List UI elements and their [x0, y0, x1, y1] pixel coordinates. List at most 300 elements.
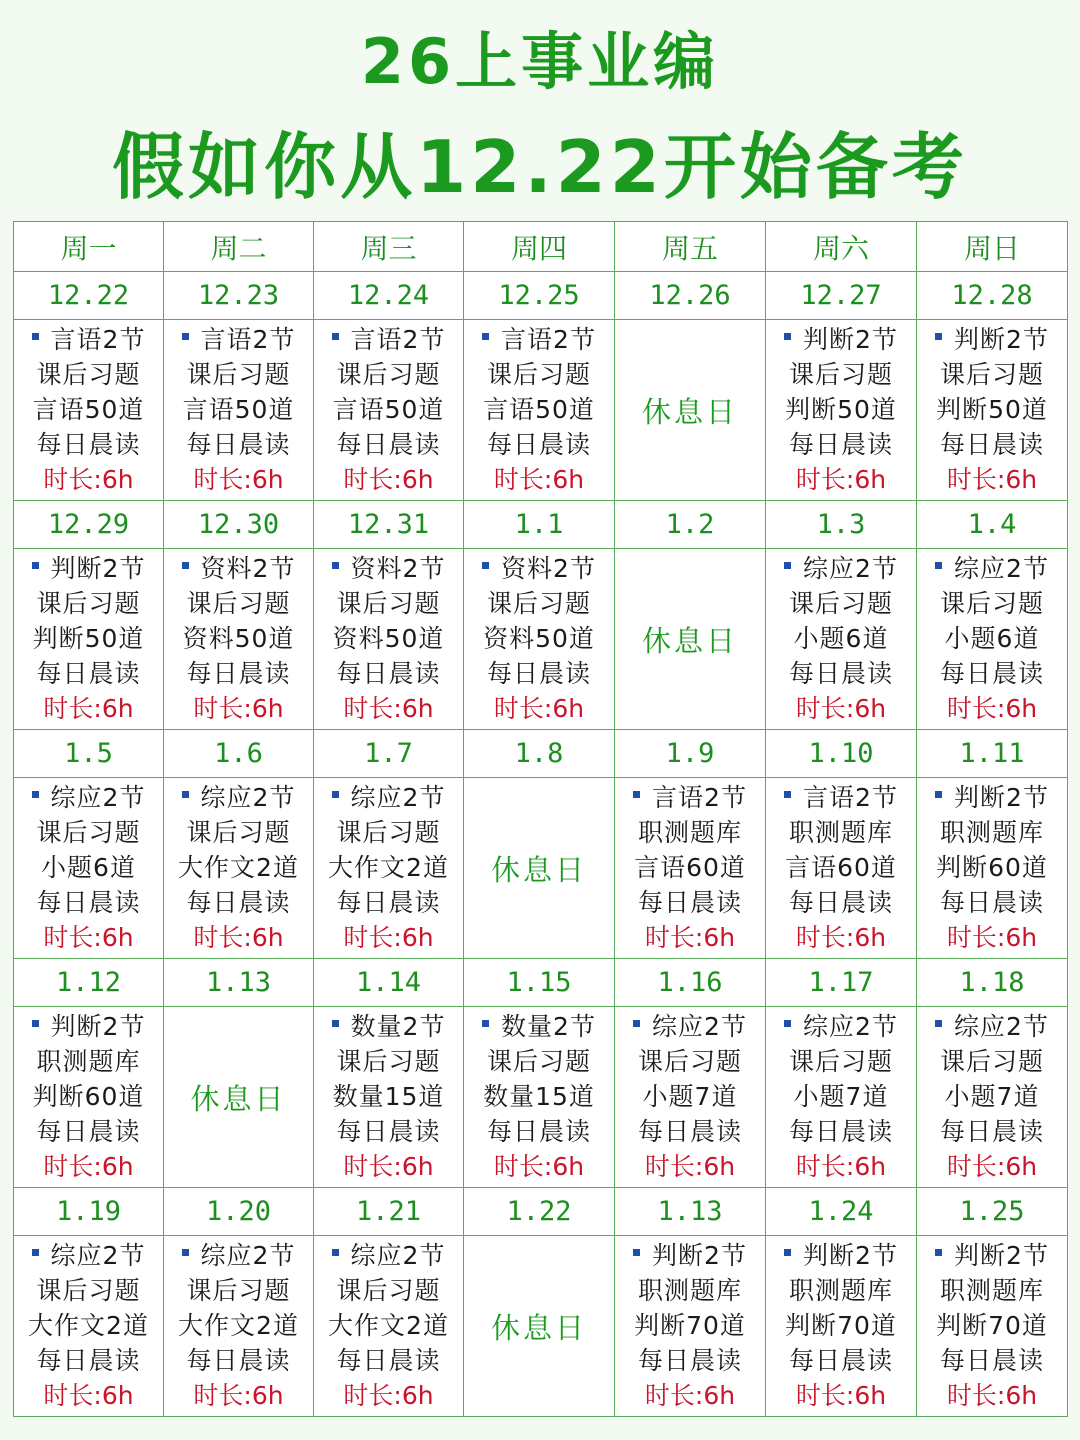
task-topic: [314, 551, 463, 586]
task-line: 课后习题: [336, 589, 441, 618]
bullet-icon: [784, 1249, 791, 1256]
plan-cell: [164, 549, 314, 730]
bullet-icon: [784, 1020, 791, 1027]
rest-day-cell: [164, 1007, 314, 1188]
task-line: 课后习题: [939, 589, 1044, 618]
duration-label: 时长:6h: [43, 1381, 134, 1410]
task-topic: [164, 1238, 313, 1273]
task-line: 大作文2道: [328, 853, 449, 882]
bullet-icon: [182, 562, 189, 569]
date-cell: 1.14: [314, 959, 464, 1007]
task-line: 每日晨读: [939, 1117, 1044, 1146]
weekday-header: 周二: [164, 222, 314, 272]
task-line: 每日晨读: [486, 430, 591, 459]
date-cell: 12.30: [164, 501, 314, 549]
task-line: 数量15道: [332, 1082, 445, 1111]
task-line: 课后习题: [36, 1276, 141, 1305]
task-topic-text: 言语2节: [50, 325, 146, 354]
duration-label: 时长:6h: [193, 465, 284, 494]
task-line: 每日晨读: [939, 430, 1044, 459]
task-line: 每日晨读: [336, 888, 441, 917]
date-cell: 1.24: [766, 1188, 917, 1236]
task-line: 课后习题: [486, 360, 591, 389]
task-topic: [164, 780, 313, 815]
task-topic-text: 言语2节: [501, 325, 596, 354]
task-line: 每日晨读: [36, 888, 141, 917]
bullet-icon: [32, 333, 39, 340]
bullet-icon: [935, 1249, 942, 1256]
task-line: 每日晨读: [939, 659, 1044, 688]
task-topic-text: 判断2节: [954, 1241, 1049, 1270]
rest-day-cell: [464, 1236, 615, 1417]
task-topic-text: 综应2节: [652, 1012, 747, 1041]
task-topic-text: 判断2节: [803, 325, 898, 354]
duration-label: 时长:6h: [795, 1381, 887, 1410]
task-line: 每日晨读: [36, 1346, 141, 1375]
plan-cell: [766, 1007, 917, 1188]
task-topic: [766, 1238, 916, 1273]
task-topic: [766, 1009, 916, 1044]
task-line: 大作文2道: [178, 853, 299, 882]
date-row: [14, 959, 1068, 1007]
duration-label: 时长:6h: [493, 465, 585, 494]
bullet-icon: [332, 562, 339, 569]
task-topic: [314, 780, 463, 815]
plan-row: [14, 549, 1068, 730]
task-line: 每日晨读: [788, 1346, 893, 1375]
weekday-header-row: [14, 222, 1068, 272]
task-topic-text: 综应2节: [350, 1241, 446, 1270]
task-line: 职测题库: [788, 1276, 893, 1305]
bullet-icon: [182, 1249, 189, 1256]
task-topic: [917, 551, 1067, 586]
plan-cell: [314, 778, 464, 959]
bullet-icon: [784, 333, 791, 340]
task-line: 言语50道: [483, 395, 595, 424]
task-line: 资料50道: [332, 624, 445, 653]
weekday-header: 周三: [314, 222, 464, 272]
task-line: 每日晨读: [939, 1346, 1044, 1375]
date-cell: 12.31: [314, 501, 464, 549]
rest-day-label: 休息日: [641, 623, 738, 658]
duration-label: 时长:6h: [493, 694, 585, 723]
plan-cell: [164, 1236, 314, 1417]
date-row: [14, 1188, 1068, 1236]
task-line: 大作文2道: [328, 1311, 449, 1340]
task-line: 小题6道: [793, 624, 889, 653]
date-cell: 1.13: [615, 1188, 766, 1236]
task-line: 课后习题: [186, 360, 291, 389]
task-line: 课后习题: [186, 1276, 291, 1305]
task-topic-text: 综应2节: [200, 1241, 296, 1270]
rest-day-label: 休息日: [190, 1081, 287, 1116]
date-cell: 12.26: [615, 272, 766, 320]
task-line: 数量15道: [483, 1082, 595, 1111]
task-line: 判断50道: [785, 395, 897, 424]
task-topic-text: 判断2节: [954, 783, 1049, 812]
task-line: 判断60道: [936, 853, 1048, 882]
duration-label: 时长:6h: [795, 923, 887, 952]
duration-label: 时长:6h: [946, 465, 1038, 494]
duration-label: 时长:6h: [946, 1381, 1038, 1410]
task-topic: [14, 1238, 163, 1273]
task-line: 课后习题: [788, 589, 893, 618]
plan-cell: [314, 549, 464, 730]
task-line: 每日晨读: [788, 430, 893, 459]
task-topic: [766, 551, 916, 586]
task-topic: [14, 1009, 163, 1044]
plan-row: [14, 1007, 1068, 1188]
duration-label: 时长:6h: [343, 465, 434, 494]
bullet-icon: [935, 791, 942, 798]
duration-label: 时长:6h: [795, 1152, 887, 1181]
task-line: 职测题库: [939, 818, 1044, 847]
task-line: 小题6道: [41, 853, 136, 882]
duration-label: 时长:6h: [43, 694, 134, 723]
date-cell: 1.1: [464, 501, 615, 549]
task-topic-text: 资料2节: [350, 554, 446, 583]
bullet-icon: [482, 1020, 489, 1027]
task-line: 言语60道: [785, 853, 897, 882]
task-line: 课后习题: [336, 1276, 441, 1305]
date-row: [14, 501, 1068, 549]
date-cell: 12.28: [917, 272, 1068, 320]
task-line: 每日晨读: [637, 1117, 742, 1146]
bullet-icon: [32, 1249, 39, 1256]
task-line: 每日晨读: [336, 659, 441, 688]
date-cell: 12.25: [464, 272, 615, 320]
task-topic: [314, 1238, 463, 1273]
date-row: [14, 272, 1068, 320]
task-line: 课后习题: [186, 818, 291, 847]
duration-label: 时长:6h: [795, 465, 887, 494]
plan-cell: [14, 1236, 164, 1417]
bullet-icon: [332, 333, 339, 340]
task-line: 每日晨读: [186, 1346, 291, 1375]
duration-label: 时长:6h: [644, 923, 736, 952]
date-cell: 1.22: [464, 1188, 615, 1236]
rest-day-label: 休息日: [490, 1310, 587, 1345]
task-topic-text: 判断2节: [50, 1012, 146, 1041]
task-line: 每日晨读: [486, 659, 591, 688]
task-line: 判断60道: [32, 1082, 145, 1111]
task-topic-text: 言语2节: [350, 325, 446, 354]
task-line: 判断70道: [785, 1311, 897, 1340]
task-line: 课后习题: [336, 818, 441, 847]
weekday-header: 周四: [464, 222, 615, 272]
task-line: 言语60道: [634, 853, 746, 882]
duration-label: 时长:6h: [644, 1381, 736, 1410]
date-cell: 1.2: [615, 501, 766, 549]
bullet-icon: [784, 791, 791, 798]
duration-label: 时长:6h: [644, 1152, 736, 1181]
task-topic: [14, 551, 163, 586]
task-topic-text: 资料2节: [200, 554, 296, 583]
task-line: 资料50道: [182, 624, 295, 653]
date-cell: 1.6: [164, 730, 314, 778]
task-topic: [917, 1009, 1067, 1044]
task-line: 判断70道: [634, 1311, 746, 1340]
page-subtitle: 假如你从12.22开始备考: [112, 125, 968, 209]
plan-cell: [464, 320, 615, 501]
task-topic: [164, 322, 313, 357]
plan-cell: [464, 549, 615, 730]
date-cell: 1.25: [917, 1188, 1068, 1236]
task-line: 课后习题: [336, 1047, 441, 1076]
task-topic: [14, 780, 163, 815]
bullet-icon: [935, 1020, 942, 1027]
duration-label: 时长:6h: [795, 694, 887, 723]
task-topic-text: 判断2节: [652, 1241, 747, 1270]
task-topic-text: 言语2节: [652, 783, 747, 812]
duration-label: 时长:6h: [193, 923, 284, 952]
bullet-icon: [482, 333, 489, 340]
plan-cell: [766, 1236, 917, 1417]
task-line: 大作文2道: [178, 1311, 299, 1340]
date-cell: 1.9: [615, 730, 766, 778]
date-cell: 1.4: [917, 501, 1068, 549]
task-line: 课后习题: [186, 589, 291, 618]
task-line: 课后习题: [939, 1047, 1044, 1076]
bullet-icon: [332, 1020, 339, 1027]
duration-label: 时长:6h: [946, 923, 1038, 952]
bullet-icon: [32, 1020, 39, 1027]
bullet-icon: [935, 333, 942, 340]
task-line: 言语50道: [182, 395, 295, 424]
bullet-icon: [482, 562, 489, 569]
date-cell: 1.13: [164, 959, 314, 1007]
study-calendar: [13, 221, 1068, 1417]
date-cell: 12.23: [164, 272, 314, 320]
task-topic: [615, 1238, 765, 1273]
task-line: 大作文2道: [28, 1311, 149, 1340]
task-line: 每日晨读: [36, 430, 141, 459]
task-topic-text: 综应2节: [803, 554, 898, 583]
task-line: 课后习题: [336, 360, 441, 389]
date-cell: 1.11: [917, 730, 1068, 778]
duration-label: 时长:6h: [946, 694, 1038, 723]
task-line: 课后习题: [36, 818, 141, 847]
task-topic: [615, 1009, 765, 1044]
plan-row: [14, 320, 1068, 501]
weekday-header: 周六: [766, 222, 917, 272]
task-line: 职测题库: [788, 818, 893, 847]
task-topic-text: 判断2节: [50, 554, 146, 583]
task-line: 小题7道: [793, 1082, 889, 1111]
task-line: 每日晨读: [336, 430, 441, 459]
date-cell: 1.8: [464, 730, 615, 778]
date-cell: 1.18: [917, 959, 1068, 1007]
plan-cell: [464, 1007, 615, 1188]
plan-cell: [615, 778, 766, 959]
plan-cell: [314, 1236, 464, 1417]
task-topic-text: 数量2节: [501, 1012, 596, 1041]
date-cell: 12.22: [14, 272, 164, 320]
page-title: 26上事业编: [360, 25, 720, 98]
task-line: 每日晨读: [788, 888, 893, 917]
plan-cell: [917, 1236, 1068, 1417]
task-topic: [14, 322, 163, 357]
plan-cell: [14, 1007, 164, 1188]
plan-row: [14, 778, 1068, 959]
task-line: 课后习题: [36, 589, 141, 618]
task-line: 判断50道: [936, 395, 1048, 424]
task-topic-text: 综应2节: [350, 783, 446, 812]
date-cell: 1.7: [314, 730, 464, 778]
task-line: 课后习题: [788, 1047, 893, 1076]
duration-label: 时长:6h: [43, 923, 134, 952]
date-cell: 12.24: [314, 272, 464, 320]
task-line: 每日晨读: [186, 888, 291, 917]
task-line: 每日晨读: [637, 1346, 742, 1375]
task-line: 每日晨读: [336, 1117, 441, 1146]
task-topic-text: 综应2节: [200, 783, 296, 812]
bullet-icon: [32, 791, 39, 798]
task-line: 每日晨读: [336, 1346, 441, 1375]
duration-label: 时长:6h: [43, 1152, 134, 1181]
plan-cell: [14, 320, 164, 501]
date-cell: 1.12: [14, 959, 164, 1007]
plan-cell: [14, 549, 164, 730]
bullet-icon: [332, 1249, 339, 1256]
rest-day-cell: [464, 778, 615, 959]
date-cell: 1.21: [314, 1188, 464, 1236]
duration-label: 时长:6h: [343, 923, 434, 952]
task-line: 每日晨读: [36, 1117, 141, 1146]
bullet-icon: [633, 1249, 640, 1256]
task-topic-text: 综应2节: [50, 783, 146, 812]
task-topic: [464, 1009, 614, 1044]
task-topic-text: 言语2节: [200, 325, 296, 354]
task-line: 判断70道: [936, 1311, 1048, 1340]
date-cell: 1.3: [766, 501, 917, 549]
task-topic: [917, 322, 1067, 357]
duration-label: 时长:6h: [493, 1152, 585, 1181]
plan-cell: [314, 1007, 464, 1188]
plan-cell: [766, 778, 917, 959]
date-cell: 12.29: [14, 501, 164, 549]
date-cell: 1.17: [766, 959, 917, 1007]
task-line: 课后习题: [36, 360, 141, 389]
task-topic-text: 言语2节: [803, 783, 898, 812]
task-line: 课后习题: [788, 360, 893, 389]
duration-label: 时长:6h: [343, 1152, 434, 1181]
plan-cell: [14, 778, 164, 959]
task-topic: [917, 1238, 1067, 1273]
task-topic-text: 综应2节: [50, 1241, 146, 1270]
task-topic: [464, 551, 614, 586]
date-cell: 12.27: [766, 272, 917, 320]
task-line: 小题7道: [642, 1082, 738, 1111]
task-topic: [917, 780, 1067, 815]
task-topic-text: 综应2节: [954, 554, 1049, 583]
task-line: 职测题库: [637, 1276, 742, 1305]
duration-label: 时长:6h: [946, 1152, 1038, 1181]
plan-cell: [164, 320, 314, 501]
task-topic-text: 资料2节: [501, 554, 596, 583]
task-topic-text: 综应2节: [954, 1012, 1049, 1041]
date-cell: 1.16: [615, 959, 766, 1007]
rest-day-label: 休息日: [490, 852, 587, 887]
plan-cell: [917, 1007, 1068, 1188]
task-topic: [164, 551, 313, 586]
task-line: 言语50道: [332, 395, 445, 424]
bullet-icon: [332, 791, 339, 798]
date-row: [14, 730, 1068, 778]
task-line: 职测题库: [36, 1047, 141, 1076]
plan-cell: [314, 320, 464, 501]
task-topic: [314, 1009, 463, 1044]
plan-cell: [766, 320, 917, 501]
task-line: 职测题库: [637, 818, 742, 847]
task-line: 每日晨读: [637, 888, 742, 917]
bullet-icon: [32, 562, 39, 569]
date-cell: 1.19: [14, 1188, 164, 1236]
plan-cell: [615, 1007, 766, 1188]
duration-label: 时长:6h: [43, 465, 134, 494]
plan-cell: [164, 778, 314, 959]
date-cell: 1.20: [164, 1188, 314, 1236]
task-topic: [464, 322, 614, 357]
task-topic-text: 数量2节: [350, 1012, 446, 1041]
task-line: 课后习题: [486, 589, 591, 618]
task-line: 每日晨读: [36, 659, 141, 688]
bullet-icon: [633, 1020, 640, 1027]
plan-cell: [615, 1236, 766, 1417]
task-line: 资料50道: [483, 624, 595, 653]
duration-label: 时长:6h: [343, 694, 434, 723]
plan-cell: [766, 549, 917, 730]
bullet-icon: [935, 562, 942, 569]
task-line: 每日晨读: [788, 1117, 893, 1146]
weekday-header: 周一: [14, 222, 164, 272]
task-topic: [766, 780, 916, 815]
date-cell: 1.10: [766, 730, 917, 778]
weekday-header: 周日: [917, 222, 1068, 272]
task-line: 每日晨读: [186, 430, 291, 459]
bullet-icon: [784, 562, 791, 569]
task-line: 每日晨读: [486, 1117, 591, 1146]
date-cell: 1.5: [14, 730, 164, 778]
plan-cell: [917, 549, 1068, 730]
task-topic-text: 判断2节: [803, 1241, 898, 1270]
plan-row: [14, 1236, 1068, 1417]
bullet-icon: [182, 333, 189, 340]
duration-label: 时长:6h: [343, 1381, 434, 1410]
bullet-icon: [182, 791, 189, 798]
task-line: 言语50道: [32, 395, 145, 424]
task-line: 小题6道: [944, 624, 1040, 653]
task-line: 课后习题: [939, 360, 1044, 389]
rest-day-label: 休息日: [641, 394, 738, 429]
task-line: 判断50道: [32, 624, 145, 653]
task-topic: [615, 780, 765, 815]
task-line: 每日晨读: [788, 659, 893, 688]
duration-label: 时长:6h: [193, 1381, 284, 1410]
task-line: 课后习题: [486, 1047, 591, 1076]
weekday-header: 周五: [615, 222, 766, 272]
plan-cell: [917, 320, 1068, 501]
task-line: 小题7道: [944, 1082, 1040, 1111]
task-line: 每日晨读: [186, 659, 291, 688]
task-line: 职测题库: [939, 1276, 1044, 1305]
task-line: 课后习题: [637, 1047, 742, 1076]
rest-day-cell: [615, 320, 766, 501]
plan-cell: [917, 778, 1068, 959]
task-topic-text: 综应2节: [803, 1012, 898, 1041]
rest-day-cell: [615, 549, 766, 730]
task-topic-text: 判断2节: [954, 325, 1049, 354]
